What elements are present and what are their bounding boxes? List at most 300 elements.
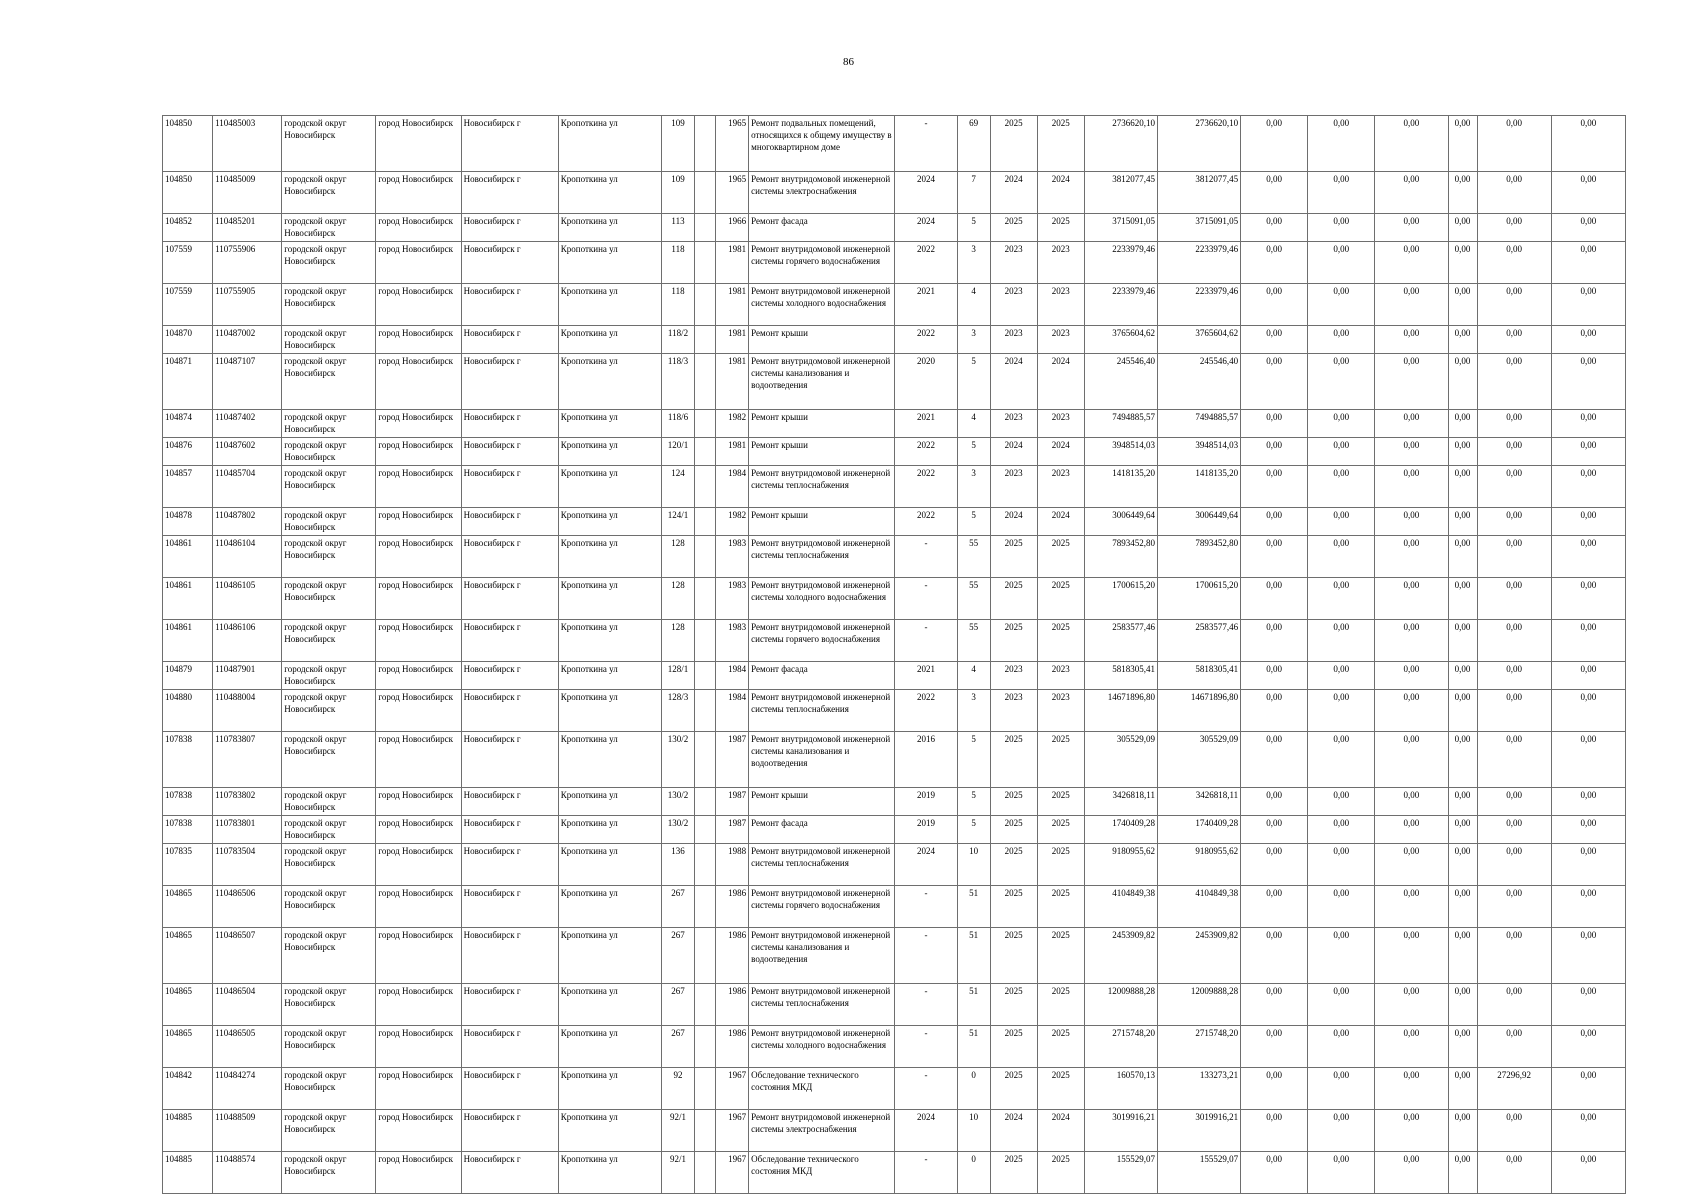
table-row <box>163 1110 1626 1152</box>
work-type-cell: Ремонт крыши <box>749 410 895 438</box>
value-cell: 0,00 <box>1375 788 1448 816</box>
house-number-cell: 92 <box>661 1068 694 1110</box>
street-cell: Кропоткина ул <box>558 116 661 172</box>
street-cell: Кропоткина ул <box>558 886 661 928</box>
blank-cell <box>695 438 716 466</box>
table-row <box>163 466 1626 508</box>
house-number-cell: 267 <box>661 1026 694 1068</box>
plan-end-cell: 2024 <box>1037 508 1084 536</box>
last-repair-year-cell: - <box>895 928 957 984</box>
cost-total-cell: 3006449,64 <box>1084 508 1157 536</box>
value-cell: 0,00 <box>1551 410 1625 438</box>
value-cell: 0,00 <box>1551 242 1625 284</box>
value-cell: 0,00 <box>1375 984 1448 1026</box>
year-built-cell: 1983 <box>716 536 749 578</box>
wear-percent-cell: 0 <box>957 1068 990 1110</box>
year-built-cell: 1982 <box>716 508 749 536</box>
locality-cell: Новосибирск г <box>461 508 558 536</box>
blank-cell <box>695 466 716 508</box>
house-id-cell: 104865 <box>163 886 213 928</box>
settlement-cell: город Новосибирск <box>376 354 461 410</box>
record-id-cell: 110485009 <box>213 172 282 214</box>
value-cell: 0,00 <box>1551 816 1625 844</box>
year-built-cell: 1984 <box>716 662 749 690</box>
value-cell: 0,00 <box>1375 214 1448 242</box>
locality-cell: Новосибирск г <box>461 620 558 662</box>
value-cell: 0,00 <box>1375 732 1448 788</box>
house-number-cell: 128 <box>661 536 694 578</box>
blank-cell <box>695 326 716 354</box>
year-built-cell: 1987 <box>716 788 749 816</box>
value-cell: 0,00 <box>1477 536 1551 578</box>
value-cell: 0,00 <box>1448 508 1477 536</box>
plan-end-cell: 2025 <box>1037 732 1084 788</box>
value-cell: 0,00 <box>1241 354 1308 410</box>
municipal-district-cell: городской округ Новосибирск <box>282 1110 376 1152</box>
plan-end-cell: 2023 <box>1037 466 1084 508</box>
value-cell: 0,00 <box>1375 886 1448 928</box>
cost-total-cell: 3765604,62 <box>1084 326 1157 354</box>
cost-total-cell: 3812077,45 <box>1084 172 1157 214</box>
municipal-district-cell: городской округ Новосибирск <box>282 816 376 844</box>
cost-fund-cell: 245546,40 <box>1157 354 1240 410</box>
house-id-cell: 104874 <box>163 410 213 438</box>
house-id-cell: 104850 <box>163 116 213 172</box>
plan-end-cell: 2025 <box>1037 928 1084 984</box>
value-cell: 0,00 <box>1477 690 1551 732</box>
record-id-cell: 110488509 <box>213 1110 282 1152</box>
plan-start-cell: 2025 <box>990 620 1037 662</box>
locality-cell: Новосибирск г <box>461 578 558 620</box>
value-cell: 0,00 <box>1477 844 1551 886</box>
table-row <box>163 816 1626 844</box>
value-cell: 0,00 <box>1241 1026 1308 1068</box>
value-cell: 0,00 <box>1241 1152 1308 1194</box>
record-id-cell: 110487602 <box>213 438 282 466</box>
last-repair-year-cell: 2024 <box>895 1110 957 1152</box>
last-repair-year-cell: 2019 <box>895 788 957 816</box>
cost-total-cell: 14671896,80 <box>1084 690 1157 732</box>
settlement-cell: город Новосибирск <box>376 536 461 578</box>
work-type-cell: Ремонт крыши <box>749 788 895 816</box>
cost-fund-cell: 9180955,62 <box>1157 844 1240 886</box>
municipal-district-cell: городской округ Новосибирск <box>282 242 376 284</box>
street-cell: Кропоткина ул <box>558 732 661 788</box>
house-number-cell: 267 <box>661 984 694 1026</box>
value-cell: 0,00 <box>1448 578 1477 620</box>
record-id-cell: 110486104 <box>213 536 282 578</box>
value-cell: 0,00 <box>1551 1152 1625 1194</box>
value-cell: 0,00 <box>1241 928 1308 984</box>
last-repair-year-cell: 2024 <box>895 172 957 214</box>
cost-fund-cell: 3715091,05 <box>1157 214 1240 242</box>
municipal-district-cell: городской округ Новосибирск <box>282 732 376 788</box>
table-row <box>163 354 1626 410</box>
street-cell: Кропоткина ул <box>558 928 661 984</box>
value-cell: 0,00 <box>1477 284 1551 326</box>
plan-start-cell: 2025 <box>990 214 1037 242</box>
value-cell: 0,00 <box>1308 284 1375 326</box>
street-cell: Кропоткина ул <box>558 214 661 242</box>
value-cell: 0,00 <box>1477 410 1551 438</box>
settlement-cell: город Новосибирск <box>376 816 461 844</box>
last-repair-year-cell: 2016 <box>895 732 957 788</box>
cost-fund-cell: 155529,07 <box>1157 1152 1240 1194</box>
locality-cell: Новосибирск г <box>461 1068 558 1110</box>
work-type-cell: Ремонт внутридомовой инженерной системы холодного водоснабжения <box>749 578 895 620</box>
house-number-cell: 109 <box>661 116 694 172</box>
house-number-cell: 92/1 <box>661 1110 694 1152</box>
cost-total-cell: 7494885,57 <box>1084 410 1157 438</box>
value-cell: 0,00 <box>1308 438 1375 466</box>
value-cell: 0,00 <box>1477 438 1551 466</box>
value-cell: 0,00 <box>1551 438 1625 466</box>
wear-percent-cell: 55 <box>957 536 990 578</box>
blank-cell <box>695 928 716 984</box>
last-repair-year-cell: - <box>895 536 957 578</box>
table-row <box>163 844 1626 886</box>
value-cell: 0,00 <box>1308 578 1375 620</box>
house-id-cell: 104865 <box>163 928 213 984</box>
value-cell: 0,00 <box>1477 732 1551 788</box>
value-cell: 0,00 <box>1551 1068 1625 1110</box>
blank-cell <box>695 690 716 732</box>
cost-fund-cell: 3948514,03 <box>1157 438 1240 466</box>
plan-end-cell: 2025 <box>1037 1068 1084 1110</box>
street-cell: Кропоткина ул <box>558 242 661 284</box>
locality-cell: Новосибирск г <box>461 732 558 788</box>
plan-start-cell: 2023 <box>990 690 1037 732</box>
house-number-cell: 267 <box>661 928 694 984</box>
value-cell: 0,00 <box>1448 984 1477 1026</box>
value-cell: 0,00 <box>1551 620 1625 662</box>
year-built-cell: 1987 <box>716 816 749 844</box>
plan-start-cell: 2025 <box>990 116 1037 172</box>
street-cell: Кропоткина ул <box>558 172 661 214</box>
municipal-district-cell: городской округ Новосибирск <box>282 284 376 326</box>
municipal-district-cell: городской округ Новосибирск <box>282 620 376 662</box>
last-repair-year-cell: 2019 <box>895 816 957 844</box>
locality-cell: Новосибирск г <box>461 354 558 410</box>
house-id-cell: 104885 <box>163 1110 213 1152</box>
plan-end-cell: 2025 <box>1037 984 1084 1026</box>
value-cell: 0,00 <box>1477 508 1551 536</box>
blank-cell <box>695 1068 716 1110</box>
settlement-cell: город Новосибирск <box>376 284 461 326</box>
plan-end-cell: 2023 <box>1037 410 1084 438</box>
value-cell: 0,00 <box>1448 172 1477 214</box>
last-repair-year-cell: - <box>895 984 957 1026</box>
house-id-cell: 104861 <box>163 620 213 662</box>
house-number-cell: 92/1 <box>661 1152 694 1194</box>
value-cell: 0,00 <box>1308 788 1375 816</box>
value-cell: 0,00 <box>1308 984 1375 1026</box>
value-cell: 0,00 <box>1308 410 1375 438</box>
value-cell: 0,00 <box>1375 326 1448 354</box>
municipal-district-cell: городской округ Новосибирск <box>282 326 376 354</box>
locality-cell: Новосибирск г <box>461 214 558 242</box>
wear-percent-cell: 3 <box>957 326 990 354</box>
locality-cell: Новосибирск г <box>461 928 558 984</box>
value-cell: 0,00 <box>1448 816 1477 844</box>
municipal-district-cell: городской округ Новосибирск <box>282 172 376 214</box>
wear-percent-cell: 69 <box>957 116 990 172</box>
settlement-cell: город Новосибирск <box>376 214 461 242</box>
value-cell: 0,00 <box>1241 1068 1308 1110</box>
table-body <box>163 116 1626 1194</box>
blank-cell <box>695 662 716 690</box>
cost-total-cell: 4104849,38 <box>1084 886 1157 928</box>
blank-cell <box>695 354 716 410</box>
value-cell: 0,00 <box>1448 690 1477 732</box>
value-cell: 0,00 <box>1241 984 1308 1026</box>
plan-end-cell: 2023 <box>1037 326 1084 354</box>
record-id-cell: 110485201 <box>213 214 282 242</box>
table-row <box>163 690 1626 732</box>
year-built-cell: 1967 <box>716 1110 749 1152</box>
value-cell: 0,00 <box>1477 116 1551 172</box>
value-cell: 0,00 <box>1241 284 1308 326</box>
value-cell: 0,00 <box>1308 732 1375 788</box>
house-id-cell: 107838 <box>163 732 213 788</box>
last-repair-year-cell: - <box>895 886 957 928</box>
value-cell: 0,00 <box>1448 410 1477 438</box>
locality-cell: Новосибирск г <box>461 242 558 284</box>
plan-end-cell: 2025 <box>1037 1152 1084 1194</box>
house-id-cell: 104852 <box>163 214 213 242</box>
value-cell: 0,00 <box>1308 1026 1375 1068</box>
value-cell: 0,00 <box>1551 578 1625 620</box>
cost-fund-cell: 7494885,57 <box>1157 410 1240 438</box>
cost-total-cell: 3019916,21 <box>1084 1110 1157 1152</box>
value-cell: 0,00 <box>1375 662 1448 690</box>
value-cell: 0,00 <box>1551 984 1625 1026</box>
value-cell: 0,00 <box>1375 1068 1448 1110</box>
value-cell: 0,00 <box>1308 844 1375 886</box>
value-cell: 0,00 <box>1551 116 1625 172</box>
wear-percent-cell: 3 <box>957 242 990 284</box>
wear-percent-cell: 55 <box>957 578 990 620</box>
value-cell: 0,00 <box>1375 242 1448 284</box>
settlement-cell: город Новосибирск <box>376 690 461 732</box>
cost-fund-cell: 5818305,41 <box>1157 662 1240 690</box>
municipal-district-cell: городской округ Новосибирск <box>282 844 376 886</box>
cost-fund-cell: 305529,09 <box>1157 732 1240 788</box>
value-cell: 0,00 <box>1241 172 1308 214</box>
blank-cell <box>695 788 716 816</box>
last-repair-year-cell: 2022 <box>895 326 957 354</box>
settlement-cell: город Новосибирск <box>376 438 461 466</box>
plan-start-cell: 2025 <box>990 1026 1037 1068</box>
page-number: 86 <box>843 56 854 68</box>
value-cell: 0,00 <box>1448 844 1477 886</box>
work-type-cell: Ремонт внутридомовой инженерной системы горячего водоснабжения <box>749 620 895 662</box>
record-id-cell: 110484274 <box>213 1068 282 1110</box>
cost-fund-cell: 7893452,80 <box>1157 536 1240 578</box>
municipal-district-cell: городской округ Новосибирск <box>282 536 376 578</box>
value-cell: 0,00 <box>1551 172 1625 214</box>
cost-total-cell: 3426818,11 <box>1084 788 1157 816</box>
street-cell: Кропоткина ул <box>558 466 661 508</box>
value-cell: 0,00 <box>1477 1152 1551 1194</box>
year-built-cell: 1986 <box>716 984 749 1026</box>
year-built-cell: 1984 <box>716 690 749 732</box>
value-cell: 0,00 <box>1308 536 1375 578</box>
last-repair-year-cell: 2024 <box>895 844 957 886</box>
blank-cell <box>695 536 716 578</box>
work-type-cell: Ремонт внутридомовой инженерной системы канализования и водоотведения <box>749 354 895 410</box>
street-cell: Кропоткина ул <box>558 1110 661 1152</box>
value-cell: 0,00 <box>1241 438 1308 466</box>
plan-start-cell: 2025 <box>990 844 1037 886</box>
work-type-cell: Ремонт внутридомовой инженерной системы холодного водоснабжения <box>749 1026 895 1068</box>
value-cell: 0,00 <box>1448 732 1477 788</box>
value-cell: 0,00 <box>1375 928 1448 984</box>
wear-percent-cell: 5 <box>957 438 990 466</box>
cost-total-cell: 2736620,10 <box>1084 116 1157 172</box>
wear-percent-cell: 3 <box>957 466 990 508</box>
blank-cell <box>695 816 716 844</box>
work-type-cell: Ремонт внутридомовой инженерной системы электроснабжения <box>749 172 895 214</box>
house-number-cell: 128 <box>661 620 694 662</box>
locality-cell: Новосибирск г <box>461 662 558 690</box>
wear-percent-cell: 10 <box>957 844 990 886</box>
plan-end-cell: 2024 <box>1037 354 1084 410</box>
value-cell: 0,00 <box>1241 326 1308 354</box>
work-type-cell: Ремонт внутридомовой инженерной системы теплоснабжения <box>749 690 895 732</box>
last-repair-year-cell: - <box>895 1068 957 1110</box>
value-cell: 0,00 <box>1551 1026 1625 1068</box>
plan-start-cell: 2024 <box>990 172 1037 214</box>
work-type-cell: Ремонт внутридомовой инженерной системы теплоснабжения <box>749 844 895 886</box>
year-built-cell: 1981 <box>716 354 749 410</box>
year-built-cell: 1981 <box>716 326 749 354</box>
value-cell: 0,00 <box>1551 690 1625 732</box>
value-cell: 0,00 <box>1551 788 1625 816</box>
plan-end-cell: 2025 <box>1037 536 1084 578</box>
record-id-cell: 110487802 <box>213 508 282 536</box>
plan-start-cell: 2025 <box>990 886 1037 928</box>
settlement-cell: город Новосибирск <box>376 886 461 928</box>
record-id-cell: 110755906 <box>213 242 282 284</box>
value-cell: 0,00 <box>1448 354 1477 410</box>
locality-cell: Новосибирск г <box>461 116 558 172</box>
table-row <box>163 662 1626 690</box>
value-cell: 0,00 <box>1375 536 1448 578</box>
year-built-cell: 1983 <box>716 578 749 620</box>
municipal-district-cell: городской округ Новосибирск <box>282 214 376 242</box>
blank-cell <box>695 620 716 662</box>
table-row <box>163 620 1626 662</box>
street-cell: Кропоткина ул <box>558 578 661 620</box>
house-id-cell: 104871 <box>163 354 213 410</box>
record-id-cell: 110486105 <box>213 578 282 620</box>
year-built-cell: 1986 <box>716 928 749 984</box>
year-built-cell: 1965 <box>716 116 749 172</box>
municipal-district-cell: городской округ Новосибирск <box>282 690 376 732</box>
value-cell: 0,00 <box>1375 1026 1448 1068</box>
cost-total-cell: 5818305,41 <box>1084 662 1157 690</box>
settlement-cell: город Новосибирск <box>376 732 461 788</box>
house-id-cell: 104842 <box>163 1068 213 1110</box>
street-cell: Кропоткина ул <box>558 1026 661 1068</box>
cost-total-cell: 2233979,46 <box>1084 284 1157 326</box>
settlement-cell: город Новосибирск <box>376 788 461 816</box>
value-cell: 0,00 <box>1241 116 1308 172</box>
settlement-cell: город Новосибирск <box>376 1068 461 1110</box>
value-cell: 0,00 <box>1477 662 1551 690</box>
locality-cell: Новосибирск г <box>461 788 558 816</box>
blank-cell <box>695 172 716 214</box>
house-id-cell: 107559 <box>163 242 213 284</box>
house-id-cell: 107835 <box>163 844 213 886</box>
value-cell: 0,00 <box>1477 1026 1551 1068</box>
value-cell: 0,00 <box>1448 620 1477 662</box>
plan-start-cell: 2025 <box>990 1068 1037 1110</box>
house-number-cell: 118/6 <box>661 410 694 438</box>
house-id-cell: 104850 <box>163 172 213 214</box>
value-cell: 0,00 <box>1375 116 1448 172</box>
year-built-cell: 1986 <box>716 886 749 928</box>
settlement-cell: город Новосибирск <box>376 242 461 284</box>
work-type-cell: Ремонт подвальных помещений, относящихся к общему имуществу в многоквартирном доме <box>749 116 895 172</box>
wear-percent-cell: 5 <box>957 354 990 410</box>
cost-fund-cell: 4104849,38 <box>1157 886 1240 928</box>
locality-cell: Новосибирск г <box>461 690 558 732</box>
value-cell: 0,00 <box>1241 690 1308 732</box>
work-type-cell: Ремонт крыши <box>749 508 895 536</box>
record-id-cell: 110783504 <box>213 844 282 886</box>
municipal-district-cell: городской округ Новосибирск <box>282 116 376 172</box>
house-number-cell: 118/2 <box>661 326 694 354</box>
locality-cell: Новосибирск г <box>461 326 558 354</box>
work-type-cell: Ремонт внутридомовой инженерной системы электроснабжения <box>749 1110 895 1152</box>
cost-total-cell: 12009888,28 <box>1084 984 1157 1026</box>
last-repair-year-cell: 2021 <box>895 284 957 326</box>
blank-cell <box>695 284 716 326</box>
house-id-cell: 104878 <box>163 508 213 536</box>
cost-total-cell: 2583577,46 <box>1084 620 1157 662</box>
value-cell: 0,00 <box>1448 536 1477 578</box>
locality-cell: Новосибирск г <box>461 410 558 438</box>
value-cell: 0,00 <box>1241 466 1308 508</box>
work-type-cell: Ремонт внутридомовой инженерной системы канализования и водоотведения <box>749 732 895 788</box>
record-id-cell: 110486507 <box>213 928 282 984</box>
last-repair-year-cell: 2022 <box>895 508 957 536</box>
work-type-cell: Обследование технического состояния МКД <box>749 1068 895 1110</box>
table-row <box>163 578 1626 620</box>
value-cell: 0,00 <box>1448 886 1477 928</box>
value-cell: 0,00 <box>1551 214 1625 242</box>
locality-cell: Новосибирск г <box>461 1026 558 1068</box>
wear-percent-cell: 5 <box>957 788 990 816</box>
value-cell: 0,00 <box>1308 466 1375 508</box>
value-cell: 0,00 <box>1241 410 1308 438</box>
value-cell: 0,00 <box>1375 284 1448 326</box>
plan-start-cell: 2025 <box>990 536 1037 578</box>
settlement-cell: город Новосибирск <box>376 172 461 214</box>
record-id-cell: 110783801 <box>213 816 282 844</box>
house-number-cell: 109 <box>661 172 694 214</box>
plan-start-cell: 2023 <box>990 284 1037 326</box>
house-id-cell: 104879 <box>163 662 213 690</box>
value-cell: 0,00 <box>1375 508 1448 536</box>
municipal-district-cell: городской округ Новосибирск <box>282 662 376 690</box>
plan-start-cell: 2025 <box>990 984 1037 1026</box>
work-type-cell: Обследование технического состояния МКД <box>749 1152 895 1194</box>
value-cell: 0,00 <box>1241 844 1308 886</box>
plan-end-cell: 2023 <box>1037 690 1084 732</box>
